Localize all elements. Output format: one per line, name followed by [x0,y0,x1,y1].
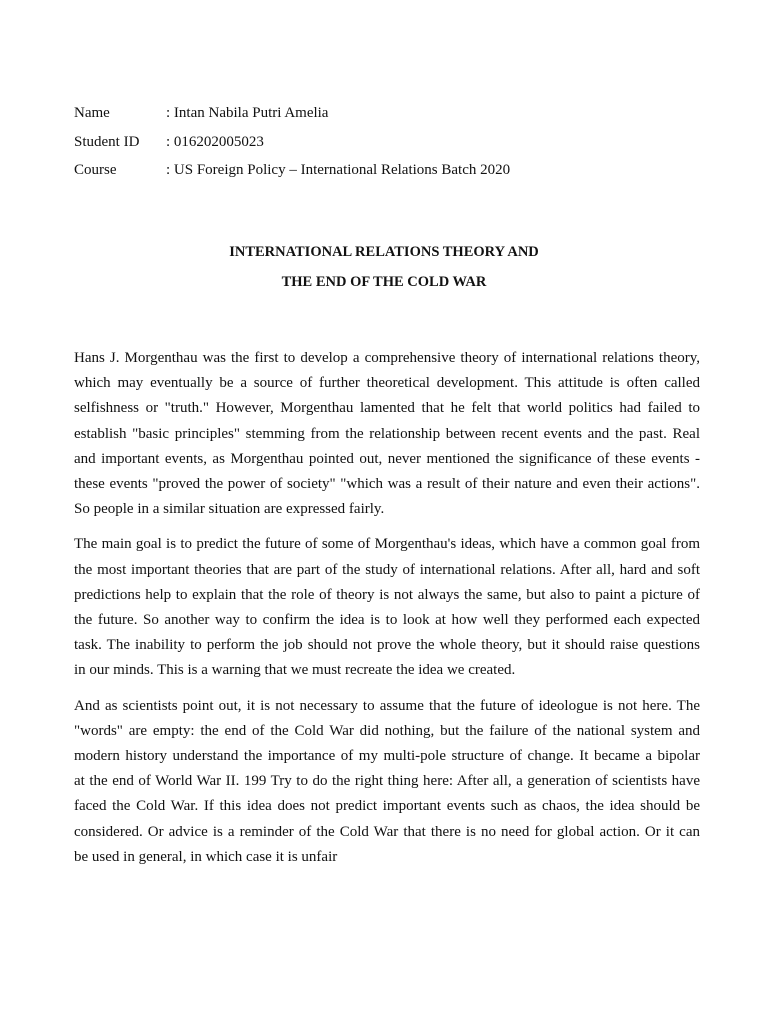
student-info [74,99,510,185]
paragraph-line: be used in general, in which case it is unfair [74,848,338,865]
paragraph-line: modern history understand the importance of my multi-pole structure of change. It became a bipolar [74,748,700,765]
course-value: : US Foreign Policy – International Relations Batch 2020 [166,162,511,178]
paragraph-line: task. The inability to perform the job should not prove the whole theory, but it should raise questions [74,637,700,654]
paragraph-line: considered. Or advice is a reminder of the Cold War that there is no need for global action. Or it can [74,823,700,840]
paragraph-line: the future. So another way to confirm the idea is to look at how well they performed each expected [74,612,700,629]
paragraph-line: "words" are empty: the end of the Cold War did nothing, but the failure of the national system and [74,722,700,739]
name-row [74,99,510,128]
document-body [74,346,700,880]
paragraph-line: The main goal is to predict the future of some of Morgenthau's ideas, which have a common goal from [74,536,700,553]
course-row [74,156,510,185]
paragraph-3 [74,694,700,870]
paragraph-line: in our minds. This is a warning that we must recreate the idea we created. [74,662,516,679]
paragraph-line: So people in a similar situation are expressed fairly. [74,501,385,518]
paragraph-line: And as scientists point out, it is not necessary to assume that the future of ideologue is not here. The [74,697,700,714]
paragraph-2 [74,532,700,683]
paragraph-line: the most important theories that are part of the study of international relations. After all, hard and soft [74,561,700,578]
paragraph-line: predictions help to explain that the role of theory is not always the same, but also to paint a picture of [74,586,700,603]
title-line-1: INTERNATIONAL RELATIONS THEORY AND [229,244,539,260]
student-id-row [74,128,510,157]
title-line-2: THE END OF THE COLD WAR [281,274,487,290]
course-label: Course [74,162,117,178]
paragraph-line: at the end of World War II. 199 Try to do the right thing here: After all, a generation of scientists have [74,773,700,790]
student-id-value: : 016202005023 [166,133,264,150]
paragraph-line: selfishness or "truth." However, Morgenthau lamented that he felt that world politics had failed to [74,400,700,417]
paragraph-line: faced the Cold War. If this idea does not predict important events such as chaos, the idea should be [74,798,700,815]
student-id-label: Student ID [74,133,140,150]
name-label: Name [74,105,110,121]
paragraph-line: and important events, as Morgenthau pointed out, never mentioned the significance of these events - [74,450,700,467]
document-title [0,237,768,297]
name-value: : Intan Nabila Putri Amelia [166,105,329,121]
paragraph-line: Hans J. Morgenthau was the first to develop a comprehensive theory of international relations theory, [74,350,700,366]
paragraph-line: which may eventually be a source of further theoretical development. This attitude is often called [74,375,700,392]
paragraph-line: establish "basic principles" stemming from the relationship between recent events and the past. Real [74,425,700,442]
paragraph-1 [74,346,700,522]
paragraph-line: these events "proved the power of society" "which was a result of their nature and even their actions". [74,476,700,493]
